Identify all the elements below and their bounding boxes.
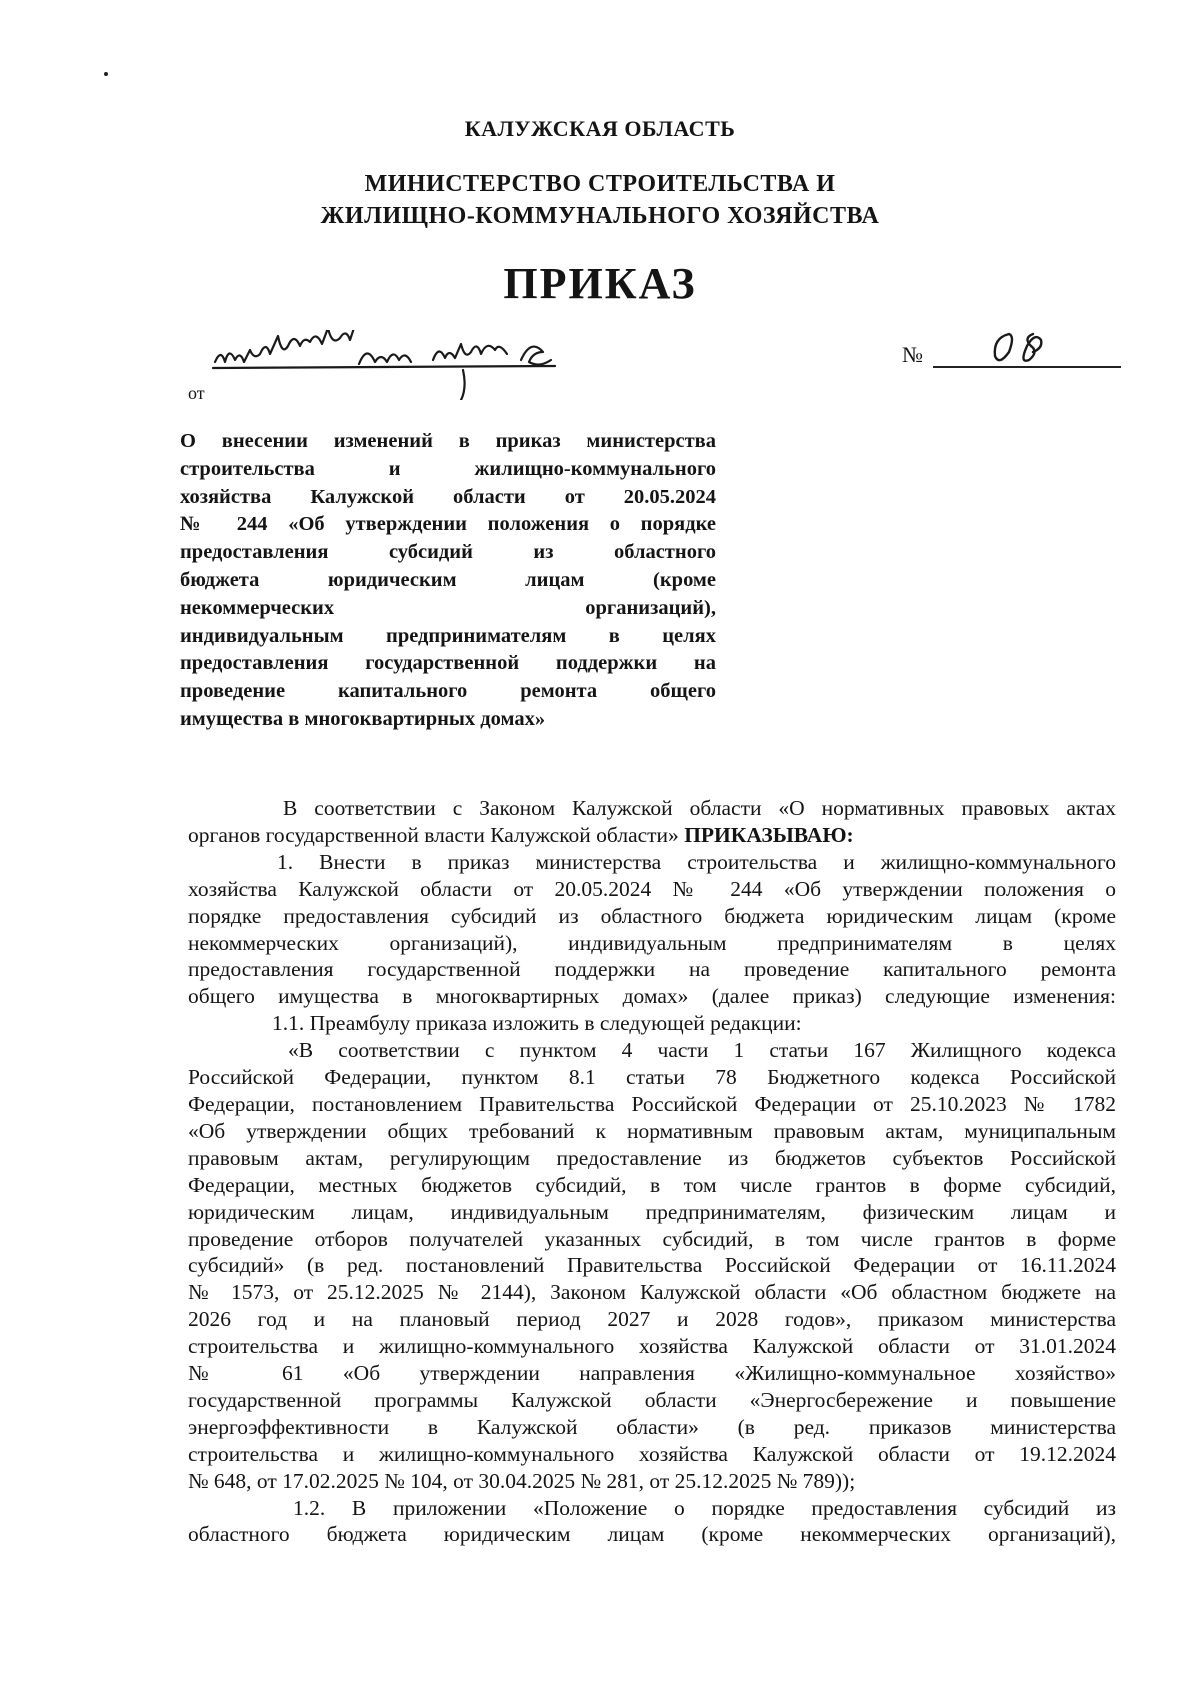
- ministry-heading-line-1: МИНИСТЕРСТВО СТРОИТЕЛЬСТВА И: [364, 171, 836, 197]
- subject-line: бюджета юридическим лицам (кроме: [180, 568, 716, 591]
- subject-line: хозяйства Калужской области от 20.05.2024: [180, 485, 716, 508]
- quote-line: юридическим лицам, индивидуальным предпринимателям, физическим лицам и: [188, 1199, 1116, 1224]
- paragraph-1-line: некоммерческих организаций), индивидуальным предпринимателям в целях: [188, 930, 1116, 955]
- subject-line: № 244 «Об утверждении положения о порядке: [180, 513, 716, 536]
- region-heading: КАЛУЖСКАЯ ОБЛАСТЬ: [464, 116, 736, 141]
- subject-line: индивидуальным предпринимателям в целях: [180, 624, 716, 647]
- subject-line: некоммерческих организаций),: [180, 596, 716, 619]
- quote-line: субсидий» (в ред. постановлений Правительства Российской Федерации от 16.11.2024: [188, 1253, 1116, 1278]
- quote-line: государственной программы Калужской области «Энергосбережение и повышение: [188, 1387, 1116, 1412]
- intro-line: В соответствии с Законом Калужской области «О нормативных правовых актах: [283, 796, 1116, 820]
- quote-line: № 61 «Об утверждении направления «Жилищно-коммунальное хозяйство»: [188, 1361, 1116, 1386]
- paragraph-1-line: хозяйства Калужской области от 20.05.2024 № 244 «Об утверждении положения о: [188, 876, 1116, 901]
- order-subject: [180, 428, 716, 734]
- ministry-heading-line-2: ЖИЛИЩНО-КОММУНАЛЬНОГО ХОЗЯЙСТВА: [320, 203, 880, 229]
- quote-line: Федерации, постановлением Правительства Российской Федерации от 25.10.2023 № 1782: [188, 1091, 1116, 1116]
- order-date: [188, 344, 577, 404]
- quote-line: Федерации, местных бюджетов субсидий, в том числе грантов в форме субсидий,: [188, 1172, 1116, 1197]
- quote-line: 2026 год и на плановый период 2027 и 2028 годов», приказом министерства: [188, 1307, 1116, 1332]
- paragraph-1-2-line: 1.2. В приложении «Положение о порядке предоставления субсидий из: [293, 1495, 1116, 1520]
- number-line: [933, 336, 1121, 368]
- quote-line: № 648, от 17.02.2025 № 104, от 30.04.2025 № 281, от 25.12.2025 № 789));: [188, 1468, 856, 1493]
- quote-line: энергоэффективности в Калужской области» (в ред. приказов министерства: [188, 1414, 1116, 1439]
- ministry-heading: [0, 168, 1200, 232]
- paragraph-1-line: предоставления государственной поддержки на проведение капитального ремонта: [188, 957, 1116, 982]
- subject-line: О внесении изменений в приказ министерства: [180, 430, 716, 452]
- paragraph-1-line: порядке предоставления субсидий из областного бюджета юридическим лицам (кроме: [188, 903, 1116, 928]
- quote-line: правовым актам, регулирующим предоставление из бюджетов субъектов Российской: [188, 1145, 1116, 1170]
- date-prefix: от: [188, 383, 205, 403]
- intro-text: органов государственной власти Калужской области»: [188, 822, 679, 847]
- quote-line: строительства и жилищно-коммунального хозяйства Калужской области от 31.01.2024: [188, 1334, 1116, 1359]
- quote-line: строительства и жилищно-коммунального хозяйства Калужской области от 19.12.2024: [188, 1441, 1116, 1466]
- handwritten-date-scribble: [209, 330, 579, 400]
- subject-line: предоставления субсидий из областного: [180, 541, 716, 564]
- quote-line: проведение отборов получателей указанных субсидий, в том числе грантов в форме: [188, 1226, 1116, 1251]
- paragraph-1-2-line: областного бюджета юридическим лицам (кроме некоммерческих организаций),: [188, 1522, 1116, 1547]
- subject-line: строительства и жилищно-коммунального: [180, 457, 716, 480]
- paragraph-1-1: 1.1. Преамбулу приказа изложить в следующей редакции:: [272, 1011, 802, 1036]
- quote-line: № 1573, от 25.12.2025 № 2144), Законом Калужской области «Об областном бюджете на: [188, 1280, 1116, 1305]
- document-type-title: ПРИКАЗ: [503, 259, 697, 308]
- order-body: [188, 795, 1116, 1548]
- handwritten-date: [209, 344, 577, 404]
- subject-line: имущества в многоквартирных домах»: [180, 707, 546, 730]
- paragraph-1-line: 1. Внести в приказ министерства строительства и жилищно-коммунального: [277, 849, 1116, 874]
- subject-line: предоставления государственной поддержки на: [180, 652, 716, 675]
- scan-dot: [104, 72, 108, 76]
- quote-line: «Об утверждении общих требований к нормативным правовым актам, муниципальным: [188, 1118, 1116, 1143]
- subject-line: проведение капитального ремонта общего: [180, 680, 716, 703]
- paragraph-1-line: общего имущества в многоквартирных домах» (далее приказ) следующие изменения:: [188, 984, 1116, 1009]
- number-label: №: [902, 342, 923, 367]
- order-number: [902, 336, 1121, 368]
- intro-line: [188, 822, 1116, 849]
- handwritten-number: [987, 326, 1067, 370]
- quote-line: «В соответствии с пунктом 4 части 1 статьи 167 Жилищного кодекса: [288, 1038, 1116, 1063]
- command-word: ПРИКАЗЫВАЮ:: [684, 822, 854, 847]
- quote-line: Российской Федерации, пунктом 8.1 статьи 78 Бюджетного кодекса Российской: [188, 1065, 1116, 1090]
